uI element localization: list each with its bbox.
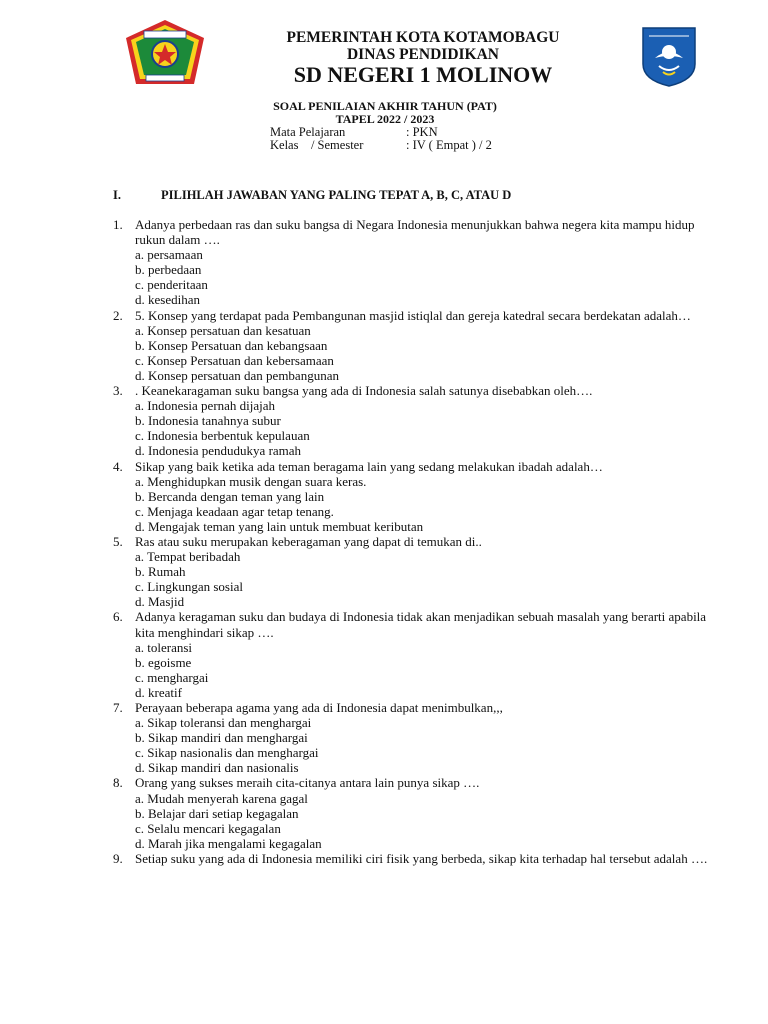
question-text: Setiap suku yang ada di Indonesia memiliki ciri fisik yang berbeda, sikap kita terhadap hal tersebut adalah ….: [135, 850, 708, 866]
question-text: Perayaan beberapa agama yang ada di Indonesia dapat menimbulkan,,,: [135, 700, 503, 715]
option-a: a. Tempat beribadah: [135, 549, 241, 565]
option-b: b. Bercanda dengan teman yang lain: [135, 488, 325, 504]
option-b: b. Rumah: [135, 564, 186, 580]
question-number: 3.: [113, 383, 123, 399]
question-text: Orang yang sukses meraih cita-citanya antara lain punya sikap ….: [135, 775, 480, 791]
question-number: 7.: [113, 700, 123, 715]
option-c: c. Lingkungan sosial: [135, 579, 243, 595]
option-d: d. kreatif: [135, 684, 182, 700]
question: [113, 217, 713, 308]
question-list: [113, 217, 713, 866]
question-text: . Keanekaragaman suku bangsa yang ada di Indonesia salah satunya disebabkan oleh….: [135, 383, 593, 399]
option-a: a. Konsep persatuan dan kesatuan: [135, 322, 311, 338]
option-a: a. Sikap toleransi dan menghargai: [135, 715, 312, 731]
school-name: SD NEGERI 1 MOLINOW: [293, 62, 553, 87]
question-number: 2.: [113, 307, 123, 323]
option-a: a. Indonesia pernah dijajah: [135, 398, 276, 414]
question-number: 5.: [113, 533, 123, 549]
tut-wuri-handayani-logo: [639, 24, 699, 88]
option-c: c. Selalu mencari kegagalan: [135, 820, 281, 836]
question: [113, 700, 713, 775]
option-d: d. kesedihan: [135, 292, 200, 308]
subject-value: : PKN: [406, 125, 438, 139]
option-c: c. menghargai: [135, 669, 209, 685]
option-d: d. Masjid: [135, 594, 185, 610]
kotamobagu-logo: [124, 18, 206, 88]
option-c: c. penderitaan: [135, 277, 208, 293]
option-d: d. Indonesia pendudukya ramah: [135, 443, 302, 459]
option-d: d. Marah jika mengalami kegagalan: [135, 835, 322, 851]
question-number: 1.: [113, 217, 123, 232]
department-name: DINAS PENDIDIKAN: [346, 46, 499, 63]
option-b: b. perbedaan: [135, 262, 202, 278]
question: [113, 609, 713, 700]
option-b: b. Konsep Persatuan dan kebangsaan: [135, 337, 328, 353]
option-a: a. toleransi: [135, 639, 193, 655]
question-number: 4.: [113, 458, 123, 474]
section-number: I.: [113, 188, 121, 202]
question-number: 9.: [113, 850, 123, 866]
question-number: 8.: [113, 775, 123, 791]
option-d: d. Konsep persatuan dan pembangunan: [135, 367, 339, 383]
option-b: b. Belajar dari setiap kegagalan: [135, 805, 299, 821]
option-a: a. Menghidupkan musik dengan suara keras.: [135, 473, 367, 489]
question: [113, 459, 713, 534]
option-c: c. Menjaga keadaan agar tetap tenang.: [135, 503, 334, 519]
option-b: b. egoisme: [135, 654, 192, 670]
exam-year: TAPEL 2022 / 2023: [335, 112, 435, 126]
option-d: d. Mengajak teman yang lain untuk membuat keributan: [135, 518, 424, 534]
subject-label: Mata Pelajaran: [270, 125, 346, 139]
exam-title: SOAL PENILAIAN AKHIR TAHUN (PAT): [273, 99, 497, 113]
question: [113, 775, 713, 850]
question: [113, 383, 713, 458]
question-text: Adanya perbedaan ras dan suku bangsa di Negara Indonesia menunjukkan bahwa negera kita mampu hidup rukun dalam ….: [135, 217, 695, 248]
option-b: b. Indonesia tanahnya subur: [135, 413, 281, 429]
option-c: c. Konsep Persatuan dan kebersamaan: [135, 352, 334, 368]
option-c: c. Indonesia berbentuk kepulauan: [135, 428, 310, 444]
question: [113, 851, 713, 866]
question: [113, 308, 713, 383]
option-b: b. Sikap mandiri dan menghargai: [135, 730, 308, 746]
class-label: Kelas / Semester: [270, 138, 364, 152]
question-text: 5. Konsep yang terdapat pada Pembangunan masjid istiqlal dan gereja katedral secara berdekatan adalah…: [135, 307, 691, 323]
option-a: a. persamaan: [135, 247, 203, 263]
class-value: : IV ( Empat ) / 2: [406, 138, 492, 152]
government-name: PEMERINTAH KOTA KOTAMOBAGU: [286, 29, 560, 46]
option-a: a. Mudah menyerah karena gagal: [135, 790, 308, 806]
option-c: c. Sikap nasionalis dan menghargai: [135, 745, 319, 761]
question-number: 6.: [113, 609, 123, 625]
section-title: PILIHLAH JAWABAN YANG PALING TEPAT A, B, C, ATAU D: [161, 188, 512, 202]
option-d: d. Sikap mandiri dan nasionalis: [135, 760, 299, 776]
question-text: Sikap yang baik ketika ada teman beragama lain yang sedang melakukan ibadah adalah…: [135, 458, 603, 474]
question: [113, 534, 713, 609]
question-text: Adanya keragaman suku dan budaya di Indonesia tidak akan menjadikan sebuah masalah yang berarti apabila kita menghindari sikap ….: [135, 609, 707, 640]
question-text: Ras atau suku merupakan keberagaman yang dapat di temukan di..: [135, 533, 482, 549]
